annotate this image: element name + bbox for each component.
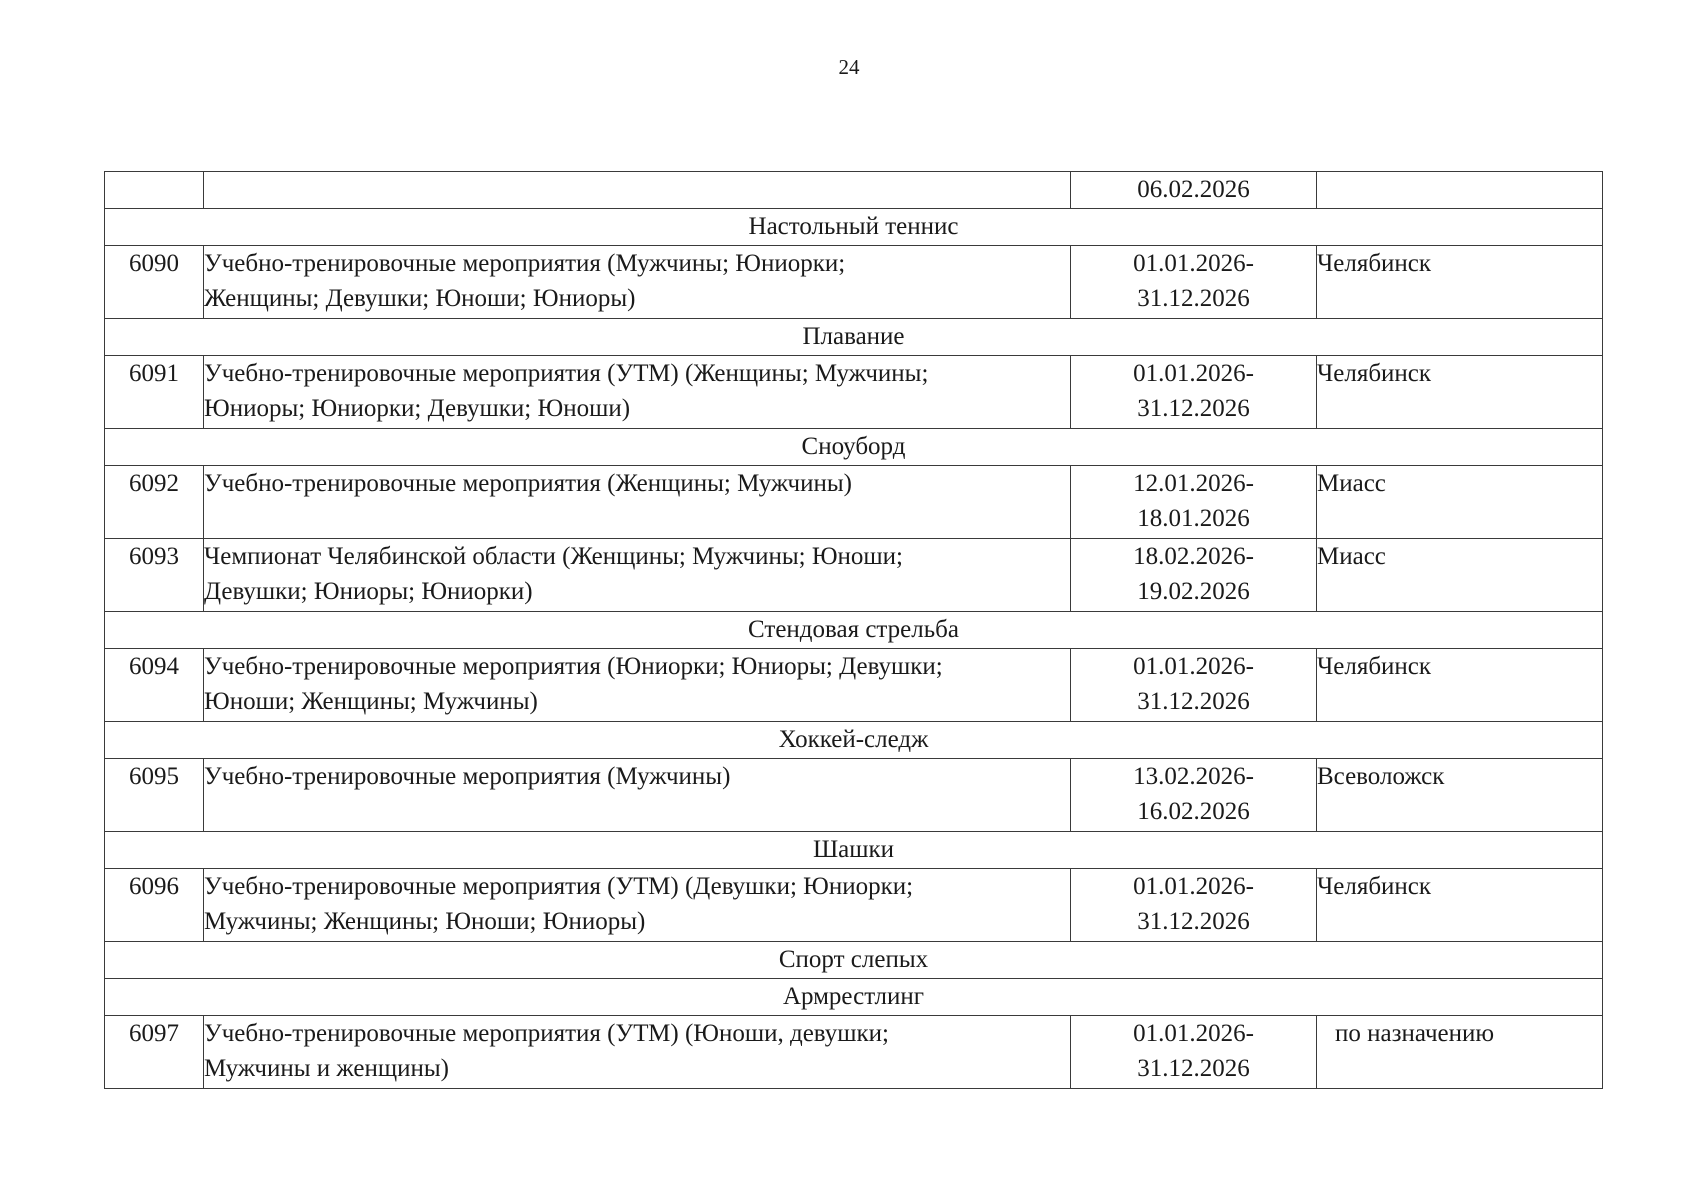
section-title: Стендовая стрельба	[105, 612, 1603, 649]
event-name: Учебно-тренировочные мероприятия (Женщины; Мужчины)	[204, 466, 1071, 539]
event-number: 6094	[105, 649, 204, 722]
section-row	[105, 319, 1603, 356]
event-date: 01.01.2026- 31.12.2026	[1071, 1016, 1317, 1089]
event-number	[105, 172, 204, 209]
event-place: Челябинск	[1317, 869, 1603, 942]
event-date: 01.01.2026- 31.12.2026	[1071, 356, 1317, 429]
section-title: Шашки	[105, 832, 1603, 869]
event-date: 01.01.2026- 31.12.2026	[1071, 649, 1317, 722]
section-row	[105, 942, 1603, 979]
event-name: Учебно-тренировочные мероприятия (Юниорки; Юниоры; Девушки; Юноши; Женщины; Мужчины)	[204, 649, 1071, 722]
events-table	[104, 171, 1603, 1089]
section-title: Хоккей-следж	[105, 722, 1603, 759]
event-place: Миасс	[1317, 539, 1603, 612]
event-place: по назначению	[1317, 1016, 1603, 1089]
event-date: 06.02.2026	[1071, 172, 1317, 209]
section-row	[105, 612, 1603, 649]
event-row	[105, 759, 1603, 832]
page-number: 24	[838, 55, 860, 79]
event-name: Учебно-тренировочные мероприятия (УТМ) (Юноши, девушки; Мужчины и женщины)	[204, 1016, 1071, 1089]
event-number: 6095	[105, 759, 204, 832]
section-title: Спорт слепых	[105, 942, 1603, 979]
event-date: 01.01.2026- 31.12.2026	[1071, 246, 1317, 319]
event-date: 18.02.2026- 19.02.2026	[1071, 539, 1317, 612]
event-number: 6096	[105, 869, 204, 942]
section-row	[105, 722, 1603, 759]
event-place: Челябинск	[1317, 356, 1603, 429]
event-place: Челябинск	[1317, 246, 1603, 319]
section-row	[105, 832, 1603, 869]
continued-row	[105, 172, 1603, 209]
event-name: Учебно-тренировочные мероприятия (Мужчины; Юниорки; Женщины; Девушки; Юноши; Юниоры)	[204, 246, 1071, 319]
event-place	[1317, 172, 1603, 209]
event-place: Челябинск	[1317, 649, 1603, 722]
event-place: Миасс	[1317, 466, 1603, 539]
event-number: 6097	[105, 1016, 204, 1089]
event-row	[105, 356, 1603, 429]
event-row	[105, 1016, 1603, 1089]
section-row	[105, 209, 1603, 246]
event-row	[105, 869, 1603, 942]
event-name: Чемпионат Челябинской области (Женщины; Мужчины; Юноши; Девушки; Юниоры; Юниорки)	[204, 539, 1071, 612]
event-number: 6093	[105, 539, 204, 612]
event-date: 12.01.2026- 18.01.2026	[1071, 466, 1317, 539]
section-row	[105, 979, 1603, 1016]
section-title: Армрестлинг	[105, 979, 1603, 1016]
event-date: 01.01.2026- 31.12.2026	[1071, 869, 1317, 942]
event-name	[204, 172, 1071, 209]
event-row	[105, 466, 1603, 539]
event-date: 13.02.2026- 16.02.2026	[1071, 759, 1317, 832]
section-title: Плавание	[105, 319, 1603, 356]
event-name: Учебно-тренировочные мероприятия (УТМ) (Женщины; Мужчины; Юниоры; Юниорки; Девушки; Юноши)	[204, 356, 1071, 429]
event-number: 6091	[105, 356, 204, 429]
event-row	[105, 649, 1603, 722]
event-name: Учебно-тренировочные мероприятия (Мужчины)	[204, 759, 1071, 832]
event-name: Учебно-тренировочные мероприятия (УТМ) (Девушки; Юниорки; Мужчины; Женщины; Юноши; Юниоры)	[204, 869, 1071, 942]
event-number: 6092	[105, 466, 204, 539]
section-row	[105, 429, 1603, 466]
event-row	[105, 539, 1603, 612]
event-row	[105, 246, 1603, 319]
event-number: 6090	[105, 246, 204, 319]
event-place: Всеволожск	[1317, 759, 1603, 832]
section-title: Настольный теннис	[105, 209, 1603, 246]
section-title: Сноуборд	[105, 429, 1603, 466]
